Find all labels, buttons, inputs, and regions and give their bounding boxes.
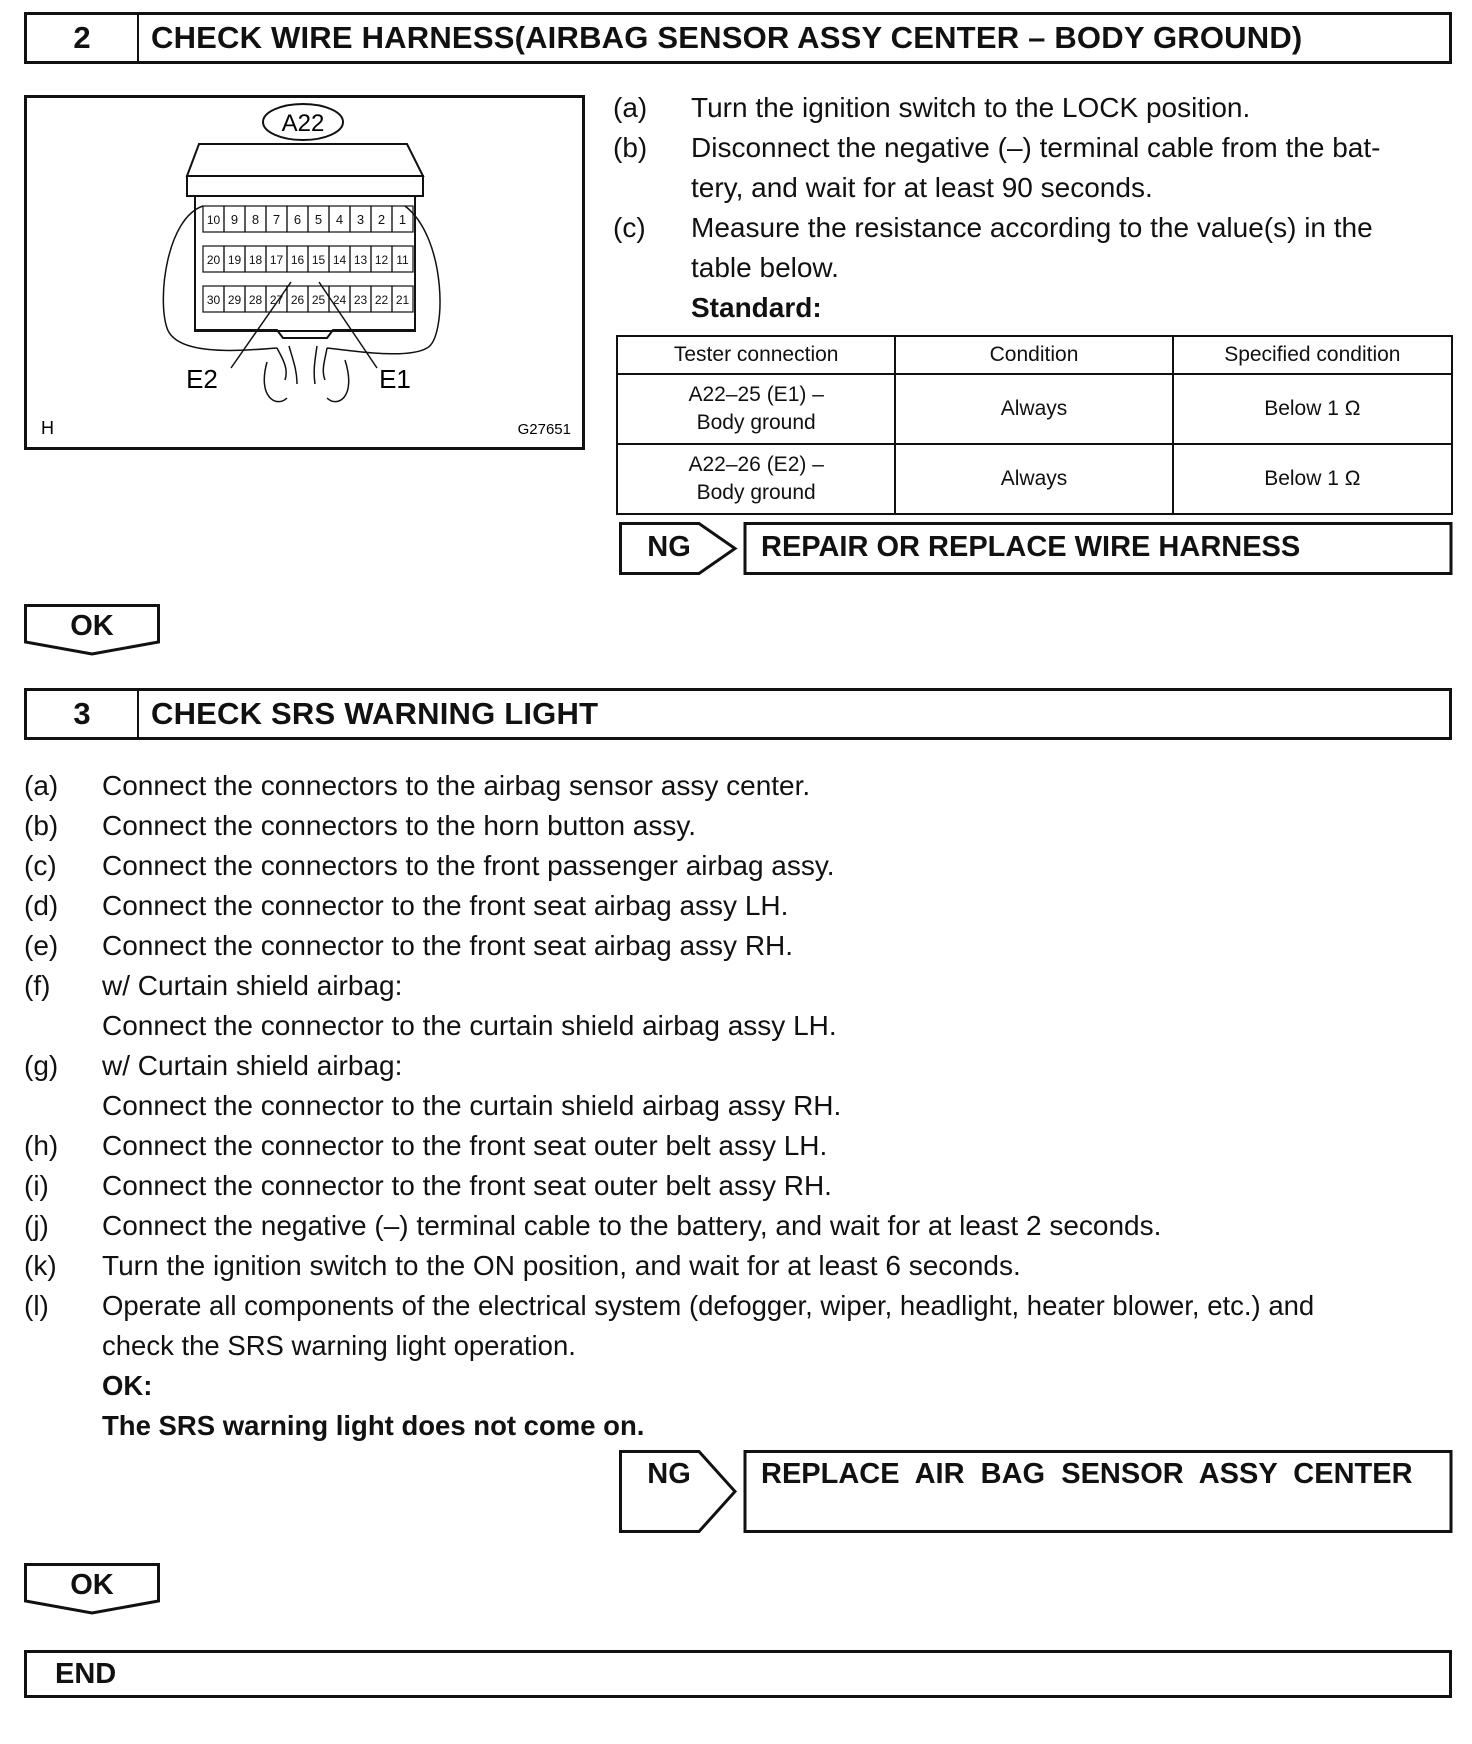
step-3-header <box>24 688 1452 740</box>
connector-id-label: A22 <box>281 110 325 137</box>
pin-number: 29 <box>227 293 242 307</box>
step-title: CHECK WIRE HARNESS(AIRBAG SENSOR ASSY CENTER – BODY GROUND) <box>151 20 1303 55</box>
table-header: Condition <box>895 336 1172 374</box>
step-2-ng-result <box>619 522 1453 575</box>
instruction-c: (c) Connect the connectors to the front passenger airbag assy. <box>24 850 835 881</box>
ng-label: NG <box>647 531 691 563</box>
table-cell: Always <box>895 374 1172 444</box>
pin-number: 5 <box>314 212 323 227</box>
pin-number: 23 <box>353 293 368 307</box>
table-header: Specified condition <box>1173 336 1452 374</box>
table-cell: A22–26 (E2) – Body ground <box>617 444 895 514</box>
pin-number: 17 <box>269 253 284 267</box>
step-number: 2 <box>27 15 139 61</box>
pin-number: 11 <box>396 253 409 267</box>
figure-corner-label: H <box>41 418 54 438</box>
pin-number: 7 <box>272 212 281 227</box>
instruction-d: (d) Connect the connector to the front seat airbag assy LH. <box>24 890 789 921</box>
step-2-header <box>24 12 1452 64</box>
pin-number: 12 <box>374 253 389 267</box>
pin-number: 14 <box>332 253 347 267</box>
pin-number: 9 <box>230 212 239 227</box>
figure-code: G27651 <box>517 421 571 438</box>
label-e2: E2 <box>186 364 218 394</box>
instruction-f: (f) w/ Curtain shield airbag: Connect the connector to the curtain shield airbag assy LH. <box>24 970 837 1041</box>
pin-number: 3 <box>356 212 365 227</box>
instruction-l: (l) Operate all components of the electrical system (defogger, wiper, headlight, heater blower, etc.) and check the SRS warning light operation. OK: The SRS warning light does not come on. <box>24 1286 1454 1446</box>
instruction-b: (b) Disconnect the negative (–) terminal cable from the bat- tery, and wait for at least 90 seconds. <box>613 132 1381 203</box>
table-header-row <box>617 336 1452 374</box>
instruction-e: (e) Connect the connector to the front seat airbag assy RH. <box>24 930 794 961</box>
pin-number: 30 <box>206 293 221 307</box>
step-2-instructions <box>613 88 1453 328</box>
end-box: END <box>24 1650 1452 1698</box>
pin-number: 8 <box>251 212 260 227</box>
pin-number: 15 <box>311 253 326 267</box>
connector-diagram <box>24 95 585 450</box>
step-3-ok-arrow <box>24 1563 160 1615</box>
pin-number: 10 <box>206 213 221 227</box>
instruction-j: (j) Connect the negative (–) terminal cable to the battery, and wait for at least 2 seconds. <box>24 1210 1162 1241</box>
instruction-i: (i) Connect the connector to the front seat outer belt assy RH. <box>24 1170 832 1201</box>
ng-label: NG <box>647 1458 691 1490</box>
table-row <box>617 374 1452 444</box>
instruction-a: (a) Connect the connectors to the airbag sensor assy center. <box>24 770 811 801</box>
table-cell: Below 1 Ω <box>1173 444 1452 514</box>
step-3-instructions <box>24 766 1454 1446</box>
table-cell: Always <box>895 444 1172 514</box>
pin-number: 2 <box>377 212 386 227</box>
pin-number: 4 <box>335 212 344 227</box>
pin-number: 19 <box>227 253 242 267</box>
instruction-c: (c) Measure the resistance according to the value(s) in the table below. Standard: <box>613 208 1453 328</box>
table-row <box>617 444 1452 514</box>
pin-grid <box>203 206 413 312</box>
pin-number: 16 <box>290 253 305 267</box>
label-e1: E1 <box>379 364 411 394</box>
instruction-a: (a) Turn the ignition switch to the LOCK position. <box>613 92 1251 123</box>
instruction-g: (g) w/ Curtain shield airbag: Connect the connector to the curtain shield airbag assy RH. <box>24 1050 842 1121</box>
ok-label: OK <box>70 610 114 642</box>
pin-number: 27 <box>269 293 284 307</box>
step-title: CHECK SRS WARNING LIGHT <box>151 696 599 731</box>
ok-label: OK <box>70 1569 114 1601</box>
ng-action: REPLACE AIR BAG SENSOR ASSY CENTER <box>761 1458 1413 1490</box>
pin-number: 13 <box>353 253 368 267</box>
pin-number: 28 <box>248 293 263 307</box>
instruction-b: (b) Connect the connectors to the horn button assy. <box>24 810 697 841</box>
pin-number: 1 <box>398 212 407 227</box>
standard-label: Standard: <box>691 292 822 323</box>
pin-number: 26 <box>290 293 305 307</box>
pin-number: 21 <box>395 293 410 307</box>
standard-table <box>616 335 1453 515</box>
ok-heading: OK: <box>102 1370 153 1401</box>
ng-action: REPAIR OR REPLACE WIRE HARNESS <box>761 531 1301 563</box>
pin-number: 22 <box>374 293 389 307</box>
step-number: 3 <box>27 691 139 737</box>
table-cell: Below 1 Ω <box>1173 374 1452 444</box>
instruction-k: (k) Turn the ignition switch to the ON position, and wait for at least 6 seconds. <box>24 1250 1021 1281</box>
pin-number: 24 <box>332 293 347 307</box>
pin-number: 6 <box>293 212 302 227</box>
pin-number: 25 <box>311 293 326 307</box>
step-2-ok-arrow <box>24 604 160 656</box>
step-3-ng-result <box>619 1450 1453 1533</box>
ok-result: The SRS warning light does not come on. <box>102 1410 645 1441</box>
instruction-h: (h) Connect the connector to the front seat outer belt assy LH. <box>24 1130 828 1161</box>
pin-number: 20 <box>206 253 221 267</box>
pin-number: 18 <box>248 253 263 267</box>
table-header: Tester connection <box>617 336 895 374</box>
table-cell: A22–25 (E1) – Body ground <box>617 374 895 444</box>
